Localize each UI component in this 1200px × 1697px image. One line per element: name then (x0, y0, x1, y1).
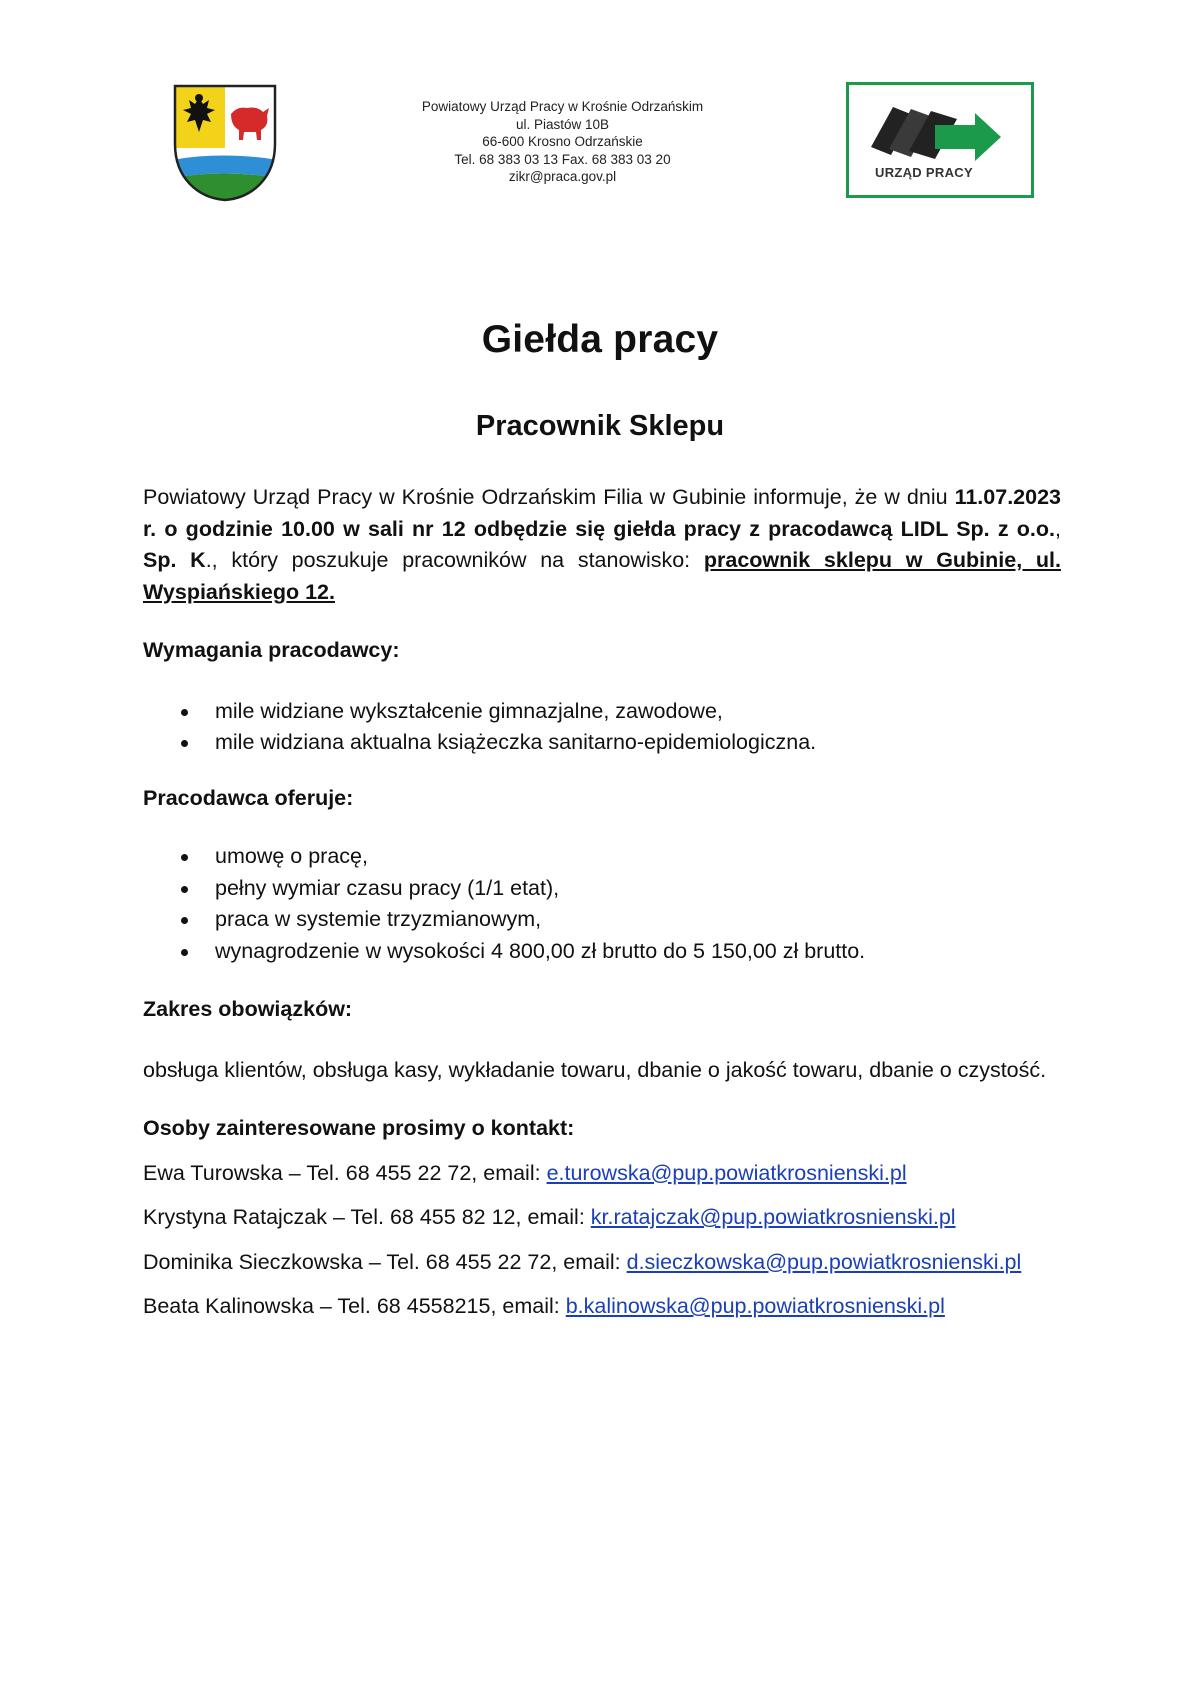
logo-label: URZĄD PRACY (875, 165, 973, 180)
duties-text: obsługa klientów, obsługa kasy, wykładanie towaru, dbanie o jakość towaru, dbanie o czystość. (143, 1057, 1047, 1082)
office-line: Tel. 68 383 03 13 Fax. 68 383 03 20 (454, 151, 671, 167)
offer-list (143, 841, 1061, 967)
office-line: zikr@praca.gov.pl (508, 169, 617, 184)
list-item: umowę o pracę, (215, 841, 1061, 873)
intro-bold-company: Sp. K (143, 548, 206, 572)
page-title: Giełda pracy (481, 318, 719, 361)
contact-line (143, 1202, 1061, 1234)
list-item: wynagrodzenie w wysokości 4 800,00 zł brutto do 5 150,00 zł brutto. (215, 936, 1061, 968)
office-address (360, 98, 765, 186)
offer-heading: Pracodawca oferuje: (143, 785, 354, 810)
office-line: ul. Piastów 10B (515, 116, 610, 132)
job-location: pracownik sklepu w Gubinie, ul. Wyspiańskiego 12. (143, 548, 1061, 604)
page-subtitle: Pracownik Sklepu (475, 410, 725, 442)
contact-line (143, 1247, 1061, 1279)
intro-text: Powiatowy Urząd Pracy w Krośnie Odrzańskim Filia w Gubinie informuje, że w dniu (143, 485, 955, 509)
list-item: praca w systemie trzyzmianowym, (215, 904, 1061, 936)
contact-line (143, 1158, 1061, 1190)
requirements-list (143, 696, 1061, 759)
intro-text: ., który poszukuje pracowników na stanowisko: (205, 548, 704, 572)
contact-heading: Osoby zainteresowane prosimy o kontakt: (143, 1116, 575, 1140)
duties-heading: Zakres obowiązków: (143, 997, 353, 1021)
intro-text: , (1055, 516, 1061, 541)
office-line: 66-600 Krosno Odrzańskie (482, 134, 643, 149)
requirements-heading: Wymagania pracodawcy: (143, 638, 400, 662)
email-link[interactable]: b.kalinowska@pup.powiatkrosnienski.pl (565, 1294, 945, 1318)
urzad-pracy-logo (846, 82, 1034, 198)
email-link[interactable]: kr.ratajczak@pup.powiatkrosnienski.pl (590, 1205, 956, 1229)
office-line: Powiatowy Urząd Pracy w Krośnie Odrzańskim (421, 99, 704, 114)
coat-of-arms-icon (173, 84, 277, 202)
list-item: mile widziana aktualna książeczka sanitarno-epidemiologiczna. (215, 727, 1061, 759)
contact-text: Dominika Sieczkowska – Tel. 68 455 22 72, email: (143, 1249, 627, 1274)
email-link[interactable]: e.turowska@pup.powiatkrosnienski.pl (546, 1160, 907, 1185)
contact-text: Beata Kalinowska – Tel. 68 4558215, email: (143, 1294, 566, 1318)
intro-paragraph (143, 482, 1061, 608)
list-item: pełny wymiar czasu pracy (1/1 etat), (215, 873, 1061, 905)
list-item: mile widziane wykształcenie gimnazjalne, zawodowe, (215, 696, 1061, 728)
intro-bold-date: 11.07.2023 r. o godzinie 10.00 w sali nr 12 odbędzie się giełda pracy z pracodawcą LIDL Sp. z o.o. (143, 485, 1061, 541)
contact-text: Ewa Turowska – Tel. 68 455 22 72, email: (143, 1160, 547, 1185)
document-body (143, 482, 1061, 1323)
email-link[interactable]: d.sieczkowska@pup.powiatkrosnienski.pl (626, 1249, 1022, 1274)
contact-text: Krystyna Ratajczak – Tel. 68 455 82 12, email: (143, 1205, 591, 1229)
contact-line (143, 1291, 1061, 1323)
